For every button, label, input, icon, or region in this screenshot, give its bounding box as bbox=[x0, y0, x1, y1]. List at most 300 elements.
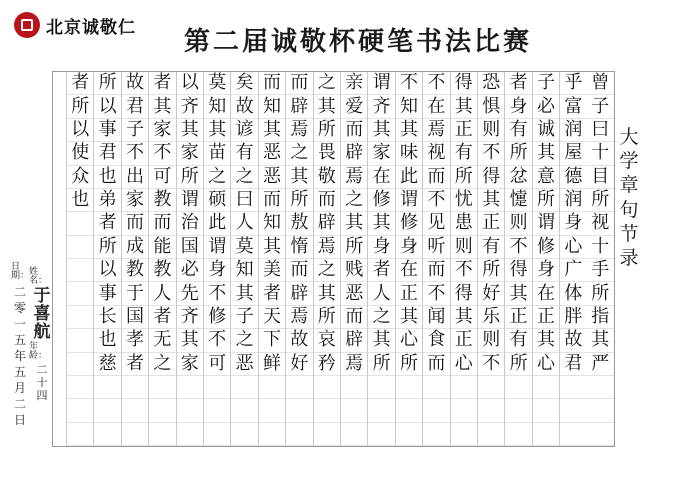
grid-cell bbox=[67, 212, 93, 235]
grid-cell: 故 bbox=[560, 329, 586, 352]
grid-cell: 知 bbox=[231, 259, 257, 282]
grid-cell: 下 bbox=[259, 329, 285, 352]
grid-cell: 而 bbox=[122, 212, 148, 235]
grid-cell bbox=[314, 399, 340, 422]
grid-cell bbox=[67, 329, 93, 352]
grid-cell bbox=[67, 353, 93, 376]
grid-cell bbox=[149, 423, 175, 446]
grid-cell bbox=[67, 282, 93, 305]
grid-cell: 正 bbox=[533, 306, 559, 329]
grid-cell: 恶 bbox=[259, 166, 285, 189]
grid-cell: 其 bbox=[396, 306, 422, 329]
grid-cell: 有 bbox=[505, 119, 531, 142]
grid-cell: 所 bbox=[587, 189, 614, 212]
grid-cell bbox=[177, 423, 203, 446]
signature-name-column bbox=[29, 267, 55, 403]
grid-cell: 莫 bbox=[231, 236, 257, 259]
grid-cell bbox=[533, 399, 559, 422]
grid-cell: 谓 bbox=[177, 189, 203, 212]
grid-cell: 所 bbox=[478, 259, 504, 282]
grid-cell: 而 bbox=[286, 72, 312, 95]
grid-cell: 富 bbox=[560, 95, 586, 118]
grid-cell: 在 bbox=[368, 166, 394, 189]
grid-cell: 而 bbox=[259, 189, 285, 212]
grid-cell: 美 bbox=[259, 259, 285, 282]
seal-icon bbox=[14, 12, 40, 38]
grid-cell: 焉 bbox=[423, 119, 449, 142]
grid-cell bbox=[67, 376, 93, 399]
grid-cell: 长 bbox=[94, 306, 120, 329]
grid-cell bbox=[423, 376, 449, 399]
grid-cell: 莫 bbox=[204, 72, 230, 95]
grid-cell: 润 bbox=[560, 119, 586, 142]
grid-cell: 心 bbox=[396, 329, 422, 352]
grid-cell: 以 bbox=[177, 72, 203, 95]
grid-cell: 正 bbox=[396, 282, 422, 305]
grid-cell: 恶 bbox=[259, 142, 285, 165]
grid-cell: 而 bbox=[314, 189, 340, 212]
signature-char: 二 bbox=[13, 285, 26, 299]
text-column bbox=[285, 72, 312, 446]
grid-cell: 不 bbox=[423, 282, 449, 305]
grid-cell bbox=[94, 423, 120, 446]
grid-cell: 辟 bbox=[314, 212, 340, 235]
grid-cell bbox=[231, 376, 257, 399]
grid-cell: 辟 bbox=[286, 95, 312, 118]
grid-cell: 谓 bbox=[368, 72, 394, 95]
grid-cell: 以 bbox=[94, 95, 120, 118]
grid-cell: 者 bbox=[259, 282, 285, 305]
grid-cell bbox=[122, 399, 148, 422]
calligraphy-grid-paper bbox=[52, 71, 615, 447]
signature-char: 年 bbox=[13, 349, 26, 363]
grid-cell: 恶 bbox=[341, 282, 367, 305]
grid-cell: 不 bbox=[423, 72, 449, 95]
grid-cell bbox=[560, 399, 586, 422]
grid-cell bbox=[122, 423, 148, 446]
signature-char: 四 bbox=[36, 389, 48, 402]
grid-cell: 润 bbox=[560, 189, 586, 212]
grid-cell: 其 bbox=[533, 142, 559, 165]
grid-cell: 故 bbox=[122, 72, 148, 95]
grid-cell: 孝 bbox=[122, 329, 148, 352]
grid-cell: 所 bbox=[94, 72, 120, 95]
text-column bbox=[450, 72, 477, 446]
grid-cell: 不 bbox=[478, 353, 504, 376]
grid-cell: 其 bbox=[505, 282, 531, 305]
text-column bbox=[504, 72, 531, 446]
grid-cell: 而 bbox=[423, 259, 449, 282]
grid-cell: 者 bbox=[149, 306, 175, 329]
work-title-char: 节 bbox=[619, 222, 639, 245]
grid-cell: 子 bbox=[587, 95, 614, 118]
grid-cell: 乐 bbox=[478, 306, 504, 329]
grid-cell: 君 bbox=[94, 142, 120, 165]
page-title: 第二届诚敬杯硬笔书法比赛 bbox=[183, 27, 532, 57]
grid-cell: 正 bbox=[505, 306, 531, 329]
text-column bbox=[422, 72, 449, 446]
grid-cell: 其 bbox=[149, 95, 175, 118]
text-column bbox=[559, 72, 586, 446]
grid-cell: 其 bbox=[231, 282, 257, 305]
grid-cell bbox=[341, 399, 367, 422]
grid-cell bbox=[67, 259, 93, 282]
work-title-char: 句 bbox=[619, 198, 639, 221]
organizer-name: 北京诚敬仁 bbox=[46, 17, 136, 38]
grid-cell: 忿 bbox=[505, 166, 531, 189]
grid-cell bbox=[177, 399, 203, 422]
text-column bbox=[258, 72, 285, 446]
grid-cell bbox=[451, 399, 477, 422]
work-title-char: 大 bbox=[619, 125, 639, 148]
grid-cell: 得 bbox=[451, 72, 477, 95]
grid-cell: 不 bbox=[396, 72, 422, 95]
grid-cell: 其 bbox=[368, 119, 394, 142]
grid-cell: 齐 bbox=[177, 306, 203, 329]
grid-cell: 众 bbox=[67, 166, 93, 189]
grid-cell: 家 bbox=[368, 142, 394, 165]
grid-cell bbox=[149, 376, 175, 399]
grid-cell: 心 bbox=[533, 353, 559, 376]
grid-cell: 曰 bbox=[231, 189, 257, 212]
grid-cell bbox=[341, 423, 367, 446]
grid-cell bbox=[231, 399, 257, 422]
grid-cell: 修 bbox=[368, 189, 394, 212]
text-column bbox=[203, 72, 230, 446]
grid-cell: 家 bbox=[177, 353, 203, 376]
grid-cell: 之 bbox=[231, 166, 257, 189]
signature-char: 日 bbox=[13, 413, 26, 427]
grid-cell: 可 bbox=[149, 166, 175, 189]
signature-date-column bbox=[12, 262, 28, 430]
grid-cell bbox=[478, 399, 504, 422]
grid-cell: 者 bbox=[94, 212, 120, 235]
grid-cell bbox=[587, 376, 614, 399]
grid-cell: 敖 bbox=[286, 212, 312, 235]
grid-cell: 焉 bbox=[341, 166, 367, 189]
grid-cell: 所 bbox=[67, 95, 93, 118]
grid-cell: 心 bbox=[560, 236, 586, 259]
grid-cell: 心 bbox=[451, 353, 477, 376]
grid-cell: 焉 bbox=[314, 236, 340, 259]
text-column bbox=[395, 72, 422, 446]
grid-cell: 所 bbox=[314, 306, 340, 329]
grid-cell: 不 bbox=[478, 142, 504, 165]
grid-cell: 不 bbox=[423, 189, 449, 212]
grid-cell bbox=[396, 399, 422, 422]
grid-cell: 畏 bbox=[314, 142, 340, 165]
grid-cell: 有 bbox=[451, 142, 477, 165]
grid-cell: 身 bbox=[396, 236, 422, 259]
grid-cell: 辟 bbox=[341, 142, 367, 165]
grid-cell: 弟 bbox=[94, 189, 120, 212]
grid-cell: 其 bbox=[259, 119, 285, 142]
grid-cell: 爱 bbox=[341, 95, 367, 118]
text-column bbox=[176, 72, 203, 446]
grid-cell: 天 bbox=[259, 306, 285, 329]
grid-cell bbox=[478, 376, 504, 399]
grid-cell: 正 bbox=[451, 119, 477, 142]
grid-cell bbox=[396, 423, 422, 446]
grid-cell: 所 bbox=[286, 189, 312, 212]
grid-cell bbox=[177, 376, 203, 399]
grid-cell: 者 bbox=[122, 353, 148, 376]
grid-cell bbox=[286, 399, 312, 422]
grid-cell: 知 bbox=[259, 95, 285, 118]
grid-cell: 在 bbox=[423, 95, 449, 118]
grid-cell bbox=[423, 423, 449, 446]
text-column bbox=[587, 72, 614, 446]
signature-char: 月 bbox=[13, 381, 26, 395]
grid-cell: 体 bbox=[560, 282, 586, 305]
signature-char: 航 bbox=[33, 322, 51, 342]
grid-cell: 十 bbox=[587, 142, 614, 165]
age-label: 年龄： bbox=[29, 342, 48, 361]
grid-cell bbox=[122, 376, 148, 399]
grid-cell bbox=[204, 376, 230, 399]
grid-cell bbox=[587, 423, 614, 446]
grid-cell bbox=[149, 399, 175, 422]
grid-cell bbox=[451, 423, 477, 446]
grid-cell bbox=[451, 376, 477, 399]
grid-cell: 则 bbox=[505, 212, 531, 235]
grid-cell: 焉 bbox=[286, 306, 312, 329]
date-label: 日期： bbox=[11, 262, 30, 281]
grid-cell: 所 bbox=[451, 166, 477, 189]
grid-cell: 其 bbox=[368, 212, 394, 235]
grid-cell: 不 bbox=[204, 282, 230, 305]
grid-cell: 好 bbox=[286, 353, 312, 376]
grid-cell: 也 bbox=[67, 189, 93, 212]
grid-cell: 好 bbox=[478, 282, 504, 305]
grid-cell: 以 bbox=[67, 119, 93, 142]
grid-cell: 其 bbox=[368, 329, 394, 352]
grid-cell: 正 bbox=[451, 329, 477, 352]
grid-cell: 听 bbox=[423, 236, 449, 259]
grid-cell: 敬 bbox=[314, 166, 340, 189]
grid-cell: 故 bbox=[231, 95, 257, 118]
grid-cell: 食 bbox=[423, 329, 449, 352]
work-title-char: 录 bbox=[619, 247, 639, 270]
grid-cell: 十 bbox=[587, 236, 614, 259]
work-title-char: 章 bbox=[619, 174, 639, 197]
grid-cell: 忧 bbox=[451, 189, 477, 212]
grid-cell: 修 bbox=[396, 212, 422, 235]
grid-cell: 谓 bbox=[204, 236, 230, 259]
grid-cell: 在 bbox=[396, 259, 422, 282]
grid-cell: 此 bbox=[204, 212, 230, 235]
grid-cell bbox=[560, 376, 586, 399]
grid-cell bbox=[94, 376, 120, 399]
grid-cell: 君 bbox=[560, 353, 586, 376]
grid-cell bbox=[478, 423, 504, 446]
grid-cell: 不 bbox=[149, 142, 175, 165]
signature-char: 五 bbox=[13, 333, 26, 347]
grid-cell bbox=[533, 423, 559, 446]
grid-cell: 之 bbox=[204, 166, 230, 189]
grid-cell bbox=[560, 423, 586, 446]
grid-cell: 其 bbox=[341, 212, 367, 235]
grid-cell: 苗 bbox=[204, 142, 230, 165]
contest-logo bbox=[14, 8, 136, 42]
grid-cell: 恶 bbox=[231, 353, 257, 376]
grid-cell: 得 bbox=[451, 282, 477, 305]
text-column bbox=[532, 72, 559, 446]
grid-cell: 而 bbox=[259, 72, 285, 95]
grid-cell bbox=[204, 399, 230, 422]
grid-cell: 恐 bbox=[478, 72, 504, 95]
grid-cell: 乎 bbox=[560, 72, 586, 95]
text-column bbox=[313, 72, 340, 446]
grid-cell bbox=[259, 376, 285, 399]
text-column bbox=[340, 72, 367, 446]
grid-cell: 则 bbox=[451, 236, 477, 259]
grid-cell: 目 bbox=[587, 166, 614, 189]
grid-cell: 曾 bbox=[587, 72, 614, 95]
grid-cell: 患 bbox=[451, 212, 477, 235]
grid-cell bbox=[286, 423, 312, 446]
grid-cell: 之 bbox=[149, 353, 175, 376]
grid-cell: 亲 bbox=[341, 72, 367, 95]
grid-cell bbox=[533, 376, 559, 399]
grid-cell: 不 bbox=[505, 236, 531, 259]
grid-cell: 所 bbox=[177, 166, 203, 189]
grid-cell: 成 bbox=[122, 236, 148, 259]
grid-cell bbox=[94, 399, 120, 422]
grid-cell: 谚 bbox=[231, 119, 257, 142]
grid-cell: 而 bbox=[341, 119, 367, 142]
text-column bbox=[367, 72, 394, 446]
grid-cell: 惰 bbox=[286, 236, 312, 259]
grid-cell: 教 bbox=[149, 259, 175, 282]
grid-cell: 此 bbox=[396, 166, 422, 189]
grid-cell: 之 bbox=[314, 72, 340, 95]
grid-cell: 所 bbox=[396, 353, 422, 376]
grid-cell: 其 bbox=[396, 119, 422, 142]
grid-cell: 知 bbox=[259, 212, 285, 235]
text-column bbox=[230, 72, 257, 446]
grid-cell: 则 bbox=[478, 329, 504, 352]
grid-cell: 必 bbox=[177, 259, 203, 282]
grid-cell: 谓 bbox=[533, 212, 559, 235]
grid-cell: 之 bbox=[314, 259, 340, 282]
grid-cell bbox=[259, 423, 285, 446]
text-column bbox=[66, 72, 93, 446]
grid-cell: 而 bbox=[149, 212, 175, 235]
grid-cell: 君 bbox=[122, 95, 148, 118]
grid-cell: 所 bbox=[94, 236, 120, 259]
grid-cell: 所 bbox=[341, 236, 367, 259]
grid-cell: 身 bbox=[204, 259, 230, 282]
grid-cell bbox=[423, 399, 449, 422]
name-label: 姓名： bbox=[29, 267, 48, 286]
grid-cell bbox=[204, 423, 230, 446]
grid-cell: 无 bbox=[149, 329, 175, 352]
grid-cell: 其 bbox=[314, 95, 340, 118]
grid-cell: 而 bbox=[286, 259, 312, 282]
name-value bbox=[34, 287, 51, 342]
text-column bbox=[93, 72, 120, 446]
grid-cell: 所 bbox=[368, 353, 394, 376]
grid-cell: 在 bbox=[533, 282, 559, 305]
grid-cell: 身 bbox=[533, 259, 559, 282]
grid-cell: 见 bbox=[423, 212, 449, 235]
grid-cell: 所 bbox=[505, 142, 531, 165]
grid-cell: 修 bbox=[533, 236, 559, 259]
grid-cell: 焉 bbox=[341, 353, 367, 376]
grid-cell: 辟 bbox=[341, 329, 367, 352]
grid-cell: 身 bbox=[505, 95, 531, 118]
grid-cell: 其 bbox=[451, 306, 477, 329]
grid-cell: 有 bbox=[231, 142, 257, 165]
grid-cell: 广 bbox=[560, 259, 586, 282]
grid-cell bbox=[368, 423, 394, 446]
grid-cell: 闻 bbox=[423, 306, 449, 329]
grid-cell: 国 bbox=[122, 306, 148, 329]
grid-cell: 国 bbox=[177, 236, 203, 259]
grid-cell bbox=[314, 423, 340, 446]
grid-cell: 家 bbox=[122, 189, 148, 212]
grid-cell: 人 bbox=[368, 282, 394, 305]
grid-cell: 人 bbox=[149, 282, 175, 305]
grid-cell: 味 bbox=[396, 142, 422, 165]
age-value bbox=[37, 362, 48, 403]
grid-cell: 所 bbox=[533, 189, 559, 212]
grid-cell: 子 bbox=[231, 306, 257, 329]
grid-cell: 者 bbox=[368, 259, 394, 282]
grid-cell bbox=[341, 376, 367, 399]
grid-cell: 而 bbox=[423, 166, 449, 189]
grid-cell: 慈 bbox=[94, 353, 120, 376]
grid-cell bbox=[231, 423, 257, 446]
grid-cell: 修 bbox=[204, 306, 230, 329]
grid-cell: 之 bbox=[286, 142, 312, 165]
grid-cell bbox=[314, 376, 340, 399]
grid-cell: 严 bbox=[587, 353, 614, 376]
grid-cell: 曰 bbox=[587, 119, 614, 142]
grid-cell: 硕 bbox=[204, 189, 230, 212]
grid-cell: 能 bbox=[149, 236, 175, 259]
grid-cell: 手 bbox=[587, 259, 614, 282]
grid-cell: 其 bbox=[451, 95, 477, 118]
grid-cell: 得 bbox=[478, 166, 504, 189]
grid-cell bbox=[67, 306, 93, 329]
grid-cell: 治 bbox=[177, 212, 203, 235]
grid-cell: 诚 bbox=[533, 119, 559, 142]
grid-cell: 之 bbox=[368, 306, 394, 329]
grid-cell bbox=[505, 376, 531, 399]
grid-cell: 不 bbox=[204, 329, 230, 352]
grid-cell: 则 bbox=[478, 119, 504, 142]
grid-cell: 人 bbox=[231, 212, 257, 235]
grid-cell: 者 bbox=[505, 72, 531, 95]
grid-cell: 其 bbox=[259, 236, 285, 259]
grid-cell: 教 bbox=[122, 259, 148, 282]
signature-char: 一 bbox=[13, 317, 26, 331]
signature-char: 五 bbox=[13, 365, 26, 379]
grid-cell: 可 bbox=[204, 353, 230, 376]
grid-cell bbox=[368, 399, 394, 422]
grid-cell: 视 bbox=[423, 142, 449, 165]
grid-cell: 于 bbox=[122, 282, 148, 305]
grid-cell: 其 bbox=[177, 329, 203, 352]
grid-cell: 有 bbox=[505, 329, 531, 352]
grid-cell: 先 bbox=[177, 282, 203, 305]
grid-cell: 不 bbox=[451, 259, 477, 282]
grid-cell: 者 bbox=[149, 72, 175, 95]
grid-cell: 得 bbox=[505, 259, 531, 282]
signature-char: 喜 bbox=[33, 304, 51, 324]
